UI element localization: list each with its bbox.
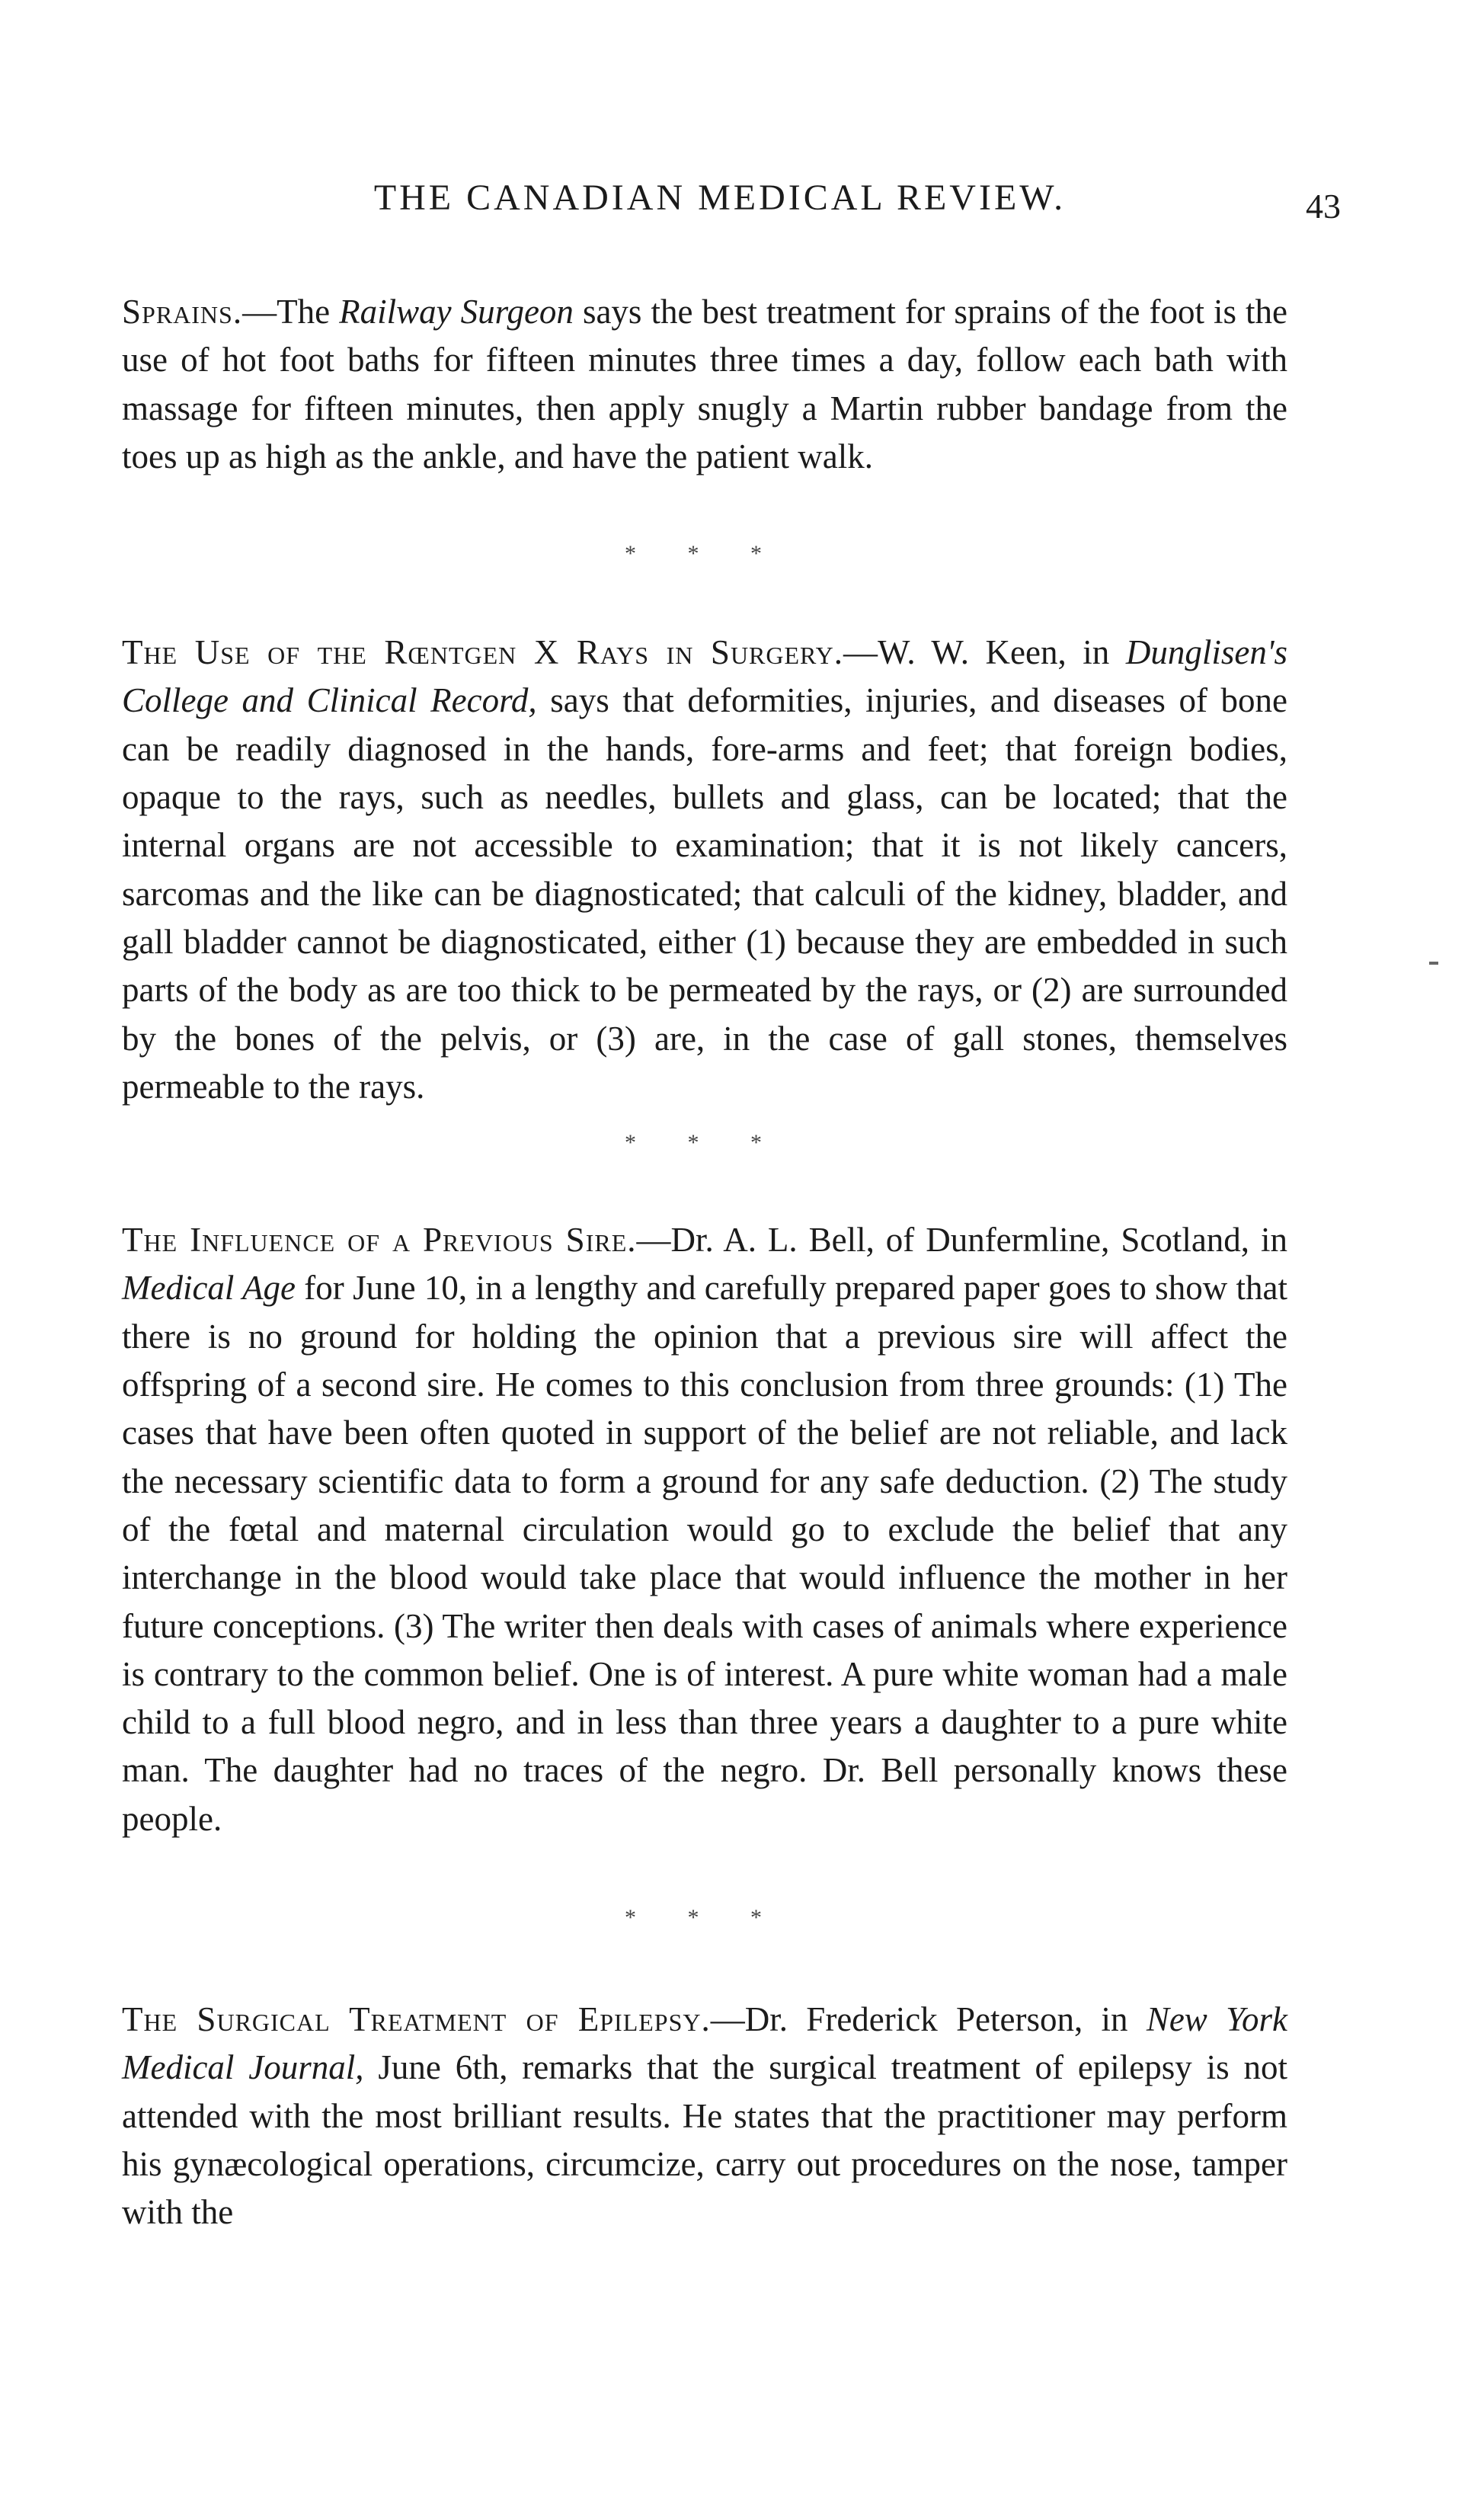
article-heading: The Influence of a Previous Sire. bbox=[122, 1221, 637, 1260]
margin-mark bbox=[1429, 962, 1438, 965]
article-paragraph bbox=[122, 288, 1287, 481]
article-text: —The bbox=[242, 293, 340, 331]
article-text: —W. W. Keen, in bbox=[843, 633, 1126, 672]
article-paragraph bbox=[122, 1216, 1287, 1843]
article-text: —Dr. Frederick Peterson, in bbox=[710, 2000, 1147, 2039]
publication-title: Medical Age bbox=[122, 1269, 296, 1308]
article-heading: The Surgical Treatment of Epilepsy. bbox=[122, 2000, 711, 2039]
publication-title: New York Medical Journal, bbox=[122, 2000, 1287, 2087]
article-heading: The Use of the Rœntgen X Rays in Surgery. bbox=[122, 633, 843, 672]
article-sprains bbox=[122, 288, 1287, 481]
publication-title: Railway Surgeon bbox=[339, 293, 574, 331]
page-number: 43 bbox=[1306, 187, 1341, 226]
running-head bbox=[122, 177, 1341, 230]
section-separator: * * * bbox=[625, 1130, 785, 1156]
article-text: says that deformities, injuries, and diseases of bone can be readily diagnosed in the hands, fore-arms and feet; that foreign bodies, opaque to the rays, such as needles, bullets and glass, can be located; that the internal organs are not accessible to examination; that it is not likely cancers, sarcomas and the like can be diagnosticated; that calculi of the kidney, bladder, and gall bladder cannot be diagnosticated, either (1) because they are embedded in such parts of the body as are too thick to be permeated by the rays, or (2) are surrounded by the bones of the pelvis, or (3) are, in the case of gall stones, themselves permeable to the rays. bbox=[122, 681, 1287, 1106]
article-text: June 6th, remarks that the surgical treatment of epilepsy is not attended with the most brilliant results. He states that the practitioner may perform his gynæcological operations, circumcize, carry out procedures on the nose, tamper with the bbox=[122, 2048, 1287, 2232]
article-text: says the best treatment for sprains of the foot is the use of hot foot baths for fifteen minutes three times a day, follow each bath with massage for fifteen minutes, then apply snugly a Martin rubber bandage from the toes up as high as the ankle, and have the patient walk. bbox=[122, 293, 1287, 475]
article-paragraph bbox=[122, 629, 1287, 1111]
article-text: —Dr. A. L. Bell, of Dunfermline, Scotland, in bbox=[636, 1221, 1287, 1260]
section-separator: * * * bbox=[625, 1905, 785, 1931]
page-body bbox=[122, 265, 1287, 2237]
article-heading: Sprains. bbox=[122, 293, 243, 331]
publication-title: Dunglisen's College and Clinical Record, bbox=[122, 633, 1287, 720]
article-previous-sire bbox=[122, 1216, 1287, 1843]
article-epilepsy bbox=[122, 1996, 1287, 2236]
running-title: THE CANADIAN MEDICAL REVIEW. bbox=[373, 178, 1067, 218]
article-text: for June 10, in a lengthy and carefully prepared paper goes to show that there is no ground for holding the opinion that a previous sire will affect the offspring of a second sire. He comes to this conclusion from three grounds: (1) The cases that have been often quoted in support of the belief are not reliable, and lack the necessary scientific data to form a ground for any safe deduction. (2) The study of the fœtal and maternal circulation would go to exclude the belief that any interchange in the blood would take place that would influence the mother in her future conceptions. (3) The writer then deals with cases of animals where experience is contrary to the common belief. One is of interest. A pure white woman had a male child to a full blood negro, and in less than three years a daughter to a pure white man. The daughter had no traces of the negro. Dr. Bell personally knows these people. bbox=[122, 1269, 1288, 1838]
article-roentgen-rays bbox=[122, 629, 1287, 1111]
article-paragraph bbox=[122, 1996, 1287, 2236]
section-separator: * * * bbox=[625, 541, 785, 567]
